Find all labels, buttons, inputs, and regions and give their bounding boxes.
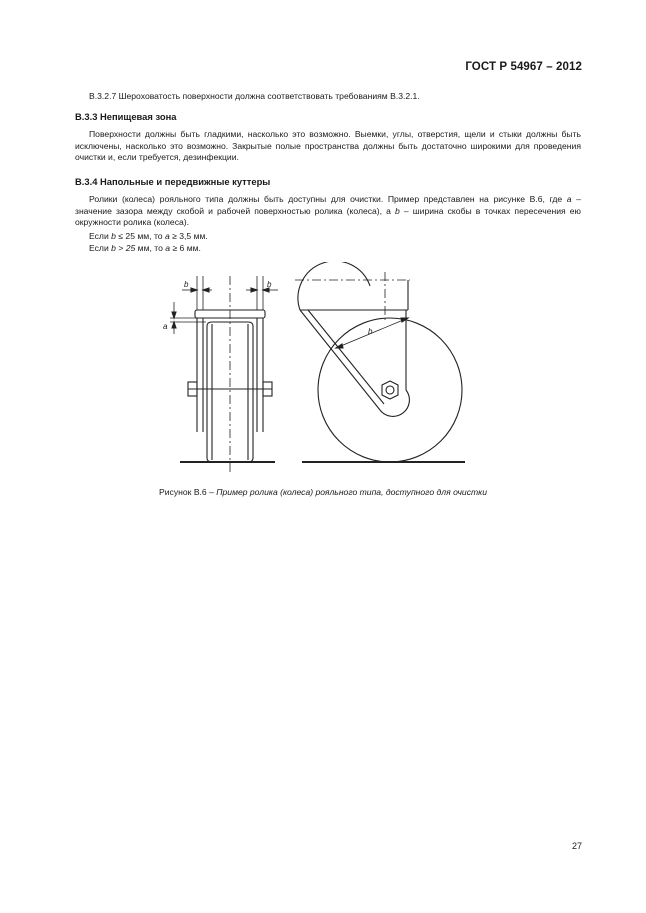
condition-1: Если b ≤ 25 мм, то a ≥ 3,5 мм.	[89, 231, 208, 241]
caster-wheel-drawing	[160, 262, 480, 472]
condition-2: Если b > 25 мм, то a ≥ 6 мм.	[89, 243, 201, 253]
page-number: 27	[571, 841, 582, 851]
figure-label-b-right: b	[267, 280, 272, 289]
dimension-b-right	[246, 276, 278, 310]
clause-b33-text: Поверхности должны быть гладкими, насколько это возможно. Выемки, углы, отверстия, щели и стыки должны быть исключены, насколько это возможно. Закрытые полые пространства должны быть достаточно широкими для проведения очистки и, если требуется, дезинфекции.	[75, 129, 581, 163]
side-swivel-top	[295, 262, 410, 322]
clause-b327: В.3.2.7 Шероховатость поверхности должна соответствовать требованиям В.3.2.1.	[89, 91, 420, 101]
heading-b33: В.3.3 Непищевая зона	[75, 111, 177, 122]
clause-b34-text: Ролики (колеса) рояльного типа должны быть доступны для очистки. Пример представлен на рисунке В.6, где a – значение зазора между скобой и рабочей поверхностью ролика (колеса), а b – ширина скобы в точках пересечения ею окружности ролика (колеса).	[75, 194, 581, 228]
figure-label-b-left: b	[184, 280, 189, 289]
side-hub	[382, 381, 398, 399]
figure-label-a: a	[163, 322, 168, 331]
figure-caption: Рисунок В.6 – Пример ролика (колеса) рояльного типа, доступного для очистки	[159, 487, 487, 497]
side-fork-arm	[300, 310, 409, 416]
side-wheel	[318, 318, 462, 462]
heading-b34: В.3.4 Напольные и передвижные куттеры	[75, 176, 271, 187]
document-code: ГОСТ Р 54967 – 2012	[465, 61, 582, 73]
figure-label-b-side: b	[368, 327, 373, 336]
